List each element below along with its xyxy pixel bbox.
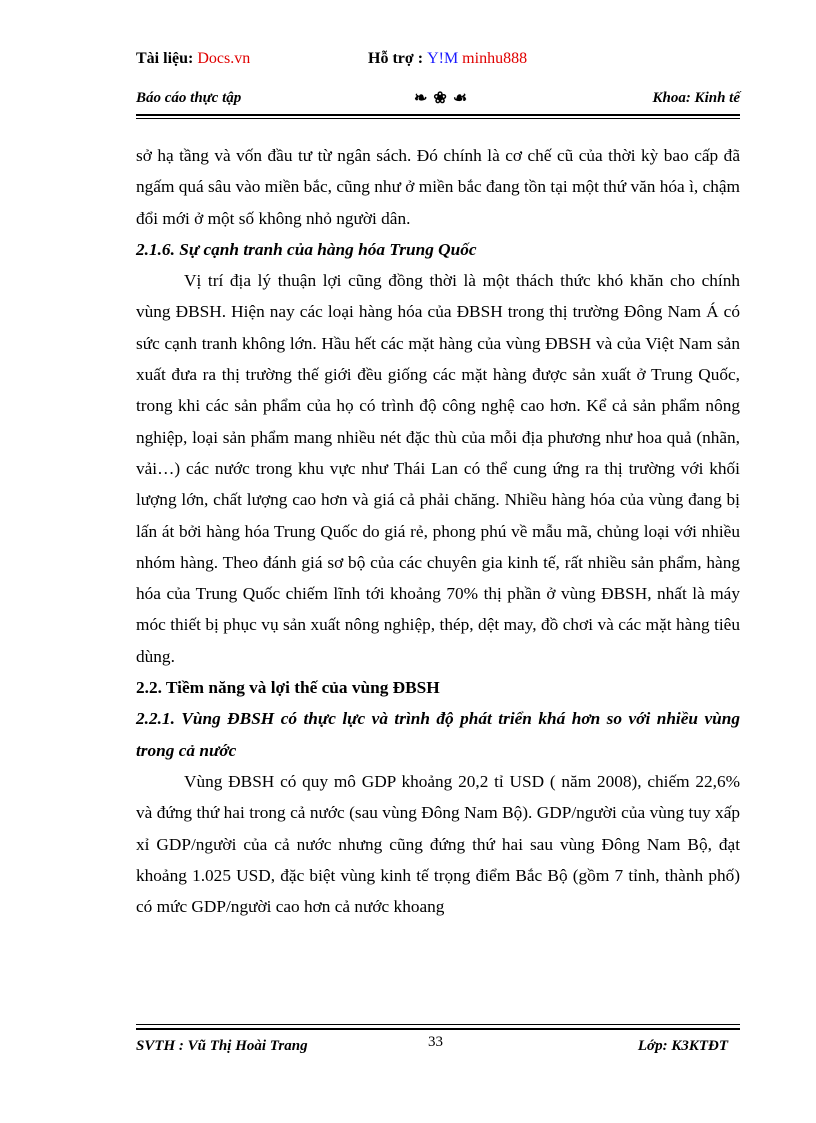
support-user-link[interactable]: minhu888	[462, 50, 528, 67]
support-label: Hỗ trợ	[368, 50, 414, 67]
header-divider-thin	[136, 118, 740, 119]
paragraph-2: Vị trí địa lý thuận lợi cũng đồng thời là một thách thức khó khăn cho chính vùng ĐBSH. Hiện nay các loại hàng hóa của ĐBSH trong thị trường Đông Nam Á có sức cạnh tranh không lớn. Hầu hết các mặt hàng của vùng ĐBSH và của Việt Nam sản xuất đưa ra thị trường thế giới đều giống các mặt hàng được sản xuất ở Trung Quốc, trong khi các sản phẩm của họ có trình độ công nghệ cao hơn. Kể cả sản phẩm nông nghiệp, loại sản phẩm mang nhiều nét đặc thù của mỗi địa phương như hoa quả (nhãn, vải…) các nước trong khu vực như Thái Lan có thể cung ứng ra thị trường với khối lượng lớn, chất lượng cao hơn và giá cả phải chăng. Nhiều hàng hóa của vùng đang bị lấn át bởi hàng hóa Trung Quốc do giá rẻ, phong phú về mẫu mã, chủng loại với nhiều nhóm hàng. Theo đánh giá sơ bộ của các chuyên gia kinh tế, rất nhiều sản phẩm, hàng hóa của Trung Quốc chiếm lĩnh tới khoảng 70% thị phần ở vùng ĐBSH, nhất là máy móc thiết bị phục vụ sản xuất nông nghiệp, thép, dệt may, đồ chơi và các mặt hàng tiêu dùng.	[136, 271, 740, 666]
page-header	[136, 88, 740, 112]
footer-class: Lớp: K3KTĐT	[637, 1038, 728, 1054]
page-body	[136, 140, 740, 922]
download-banner	[136, 50, 776, 72]
doc-source: Tài liệu: Docs.vn	[136, 50, 251, 67]
page-footer	[136, 1034, 740, 1056]
heading-2-2: 2.2. Tiềm năng và lợi thế của vùng ĐBSH	[136, 678, 440, 698]
header-report-title: Báo cáo thực tập	[136, 90, 242, 106]
ym-label: Y!M	[427, 50, 459, 67]
footer-divider-thick	[136, 1028, 740, 1030]
header-ornament: ❧ ❀ ☙	[414, 90, 469, 107]
paragraph-3: Vùng ĐBSH có quy mô GDP khoảng 20,2 tỉ USD ( năm 2008), chiếm 22,6% và đứng thứ hai trong cả nước (sau vùng Đông Nam Bộ). GDP/người của vùng tuy xấp xỉ GDP/người của cả nước nhưng cũng đứng thứ hai sau vùng Đông Nam Bộ, đạt khoảng 1.025 USD, đặc biệt vùng kinh tế trọng điểm Bắc Bộ (gồm 7 tỉnh, thành phố) có mức GDP/người cao hơn cả nước khoang	[136, 771, 740, 917]
doc-label: Tài liệu	[136, 50, 189, 67]
heading-2-1-6: 2.1.6. Sự cạnh tranh của hàng hóa Trung Quốc	[136, 239, 477, 259]
paragraph-1: sở hạ tầng và vốn đầu tư từ ngân sách. Đó chính là cơ chế cũ của thời kỳ bao cấp đã ngấm quá sâu vào miền bắc, cũng như ở miền bắc đang tồn tại một thứ văn hóa ì, chậm đổi mới ở một số không nhỏ người dân.	[136, 146, 740, 228]
footer-divider-thin	[136, 1024, 740, 1025]
footer-student: SVTH : Vũ Thị Hoài Trang	[136, 1038, 308, 1054]
header-divider-thick	[136, 114, 740, 116]
page-number: 33	[428, 1034, 443, 1050]
heading-2-2-1: 2.2.1. Vùng ĐBSH có thực lực và trình độ phát triển khá hơn so với nhiều vùng trong cả nước	[136, 709, 740, 760]
header-faculty: Khoa: Kinh tế	[652, 90, 740, 106]
doc-site-link[interactable]: Docs.vn	[197, 50, 251, 67]
support-info: Hỗ trợ : Y!M minhu888	[368, 50, 528, 67]
